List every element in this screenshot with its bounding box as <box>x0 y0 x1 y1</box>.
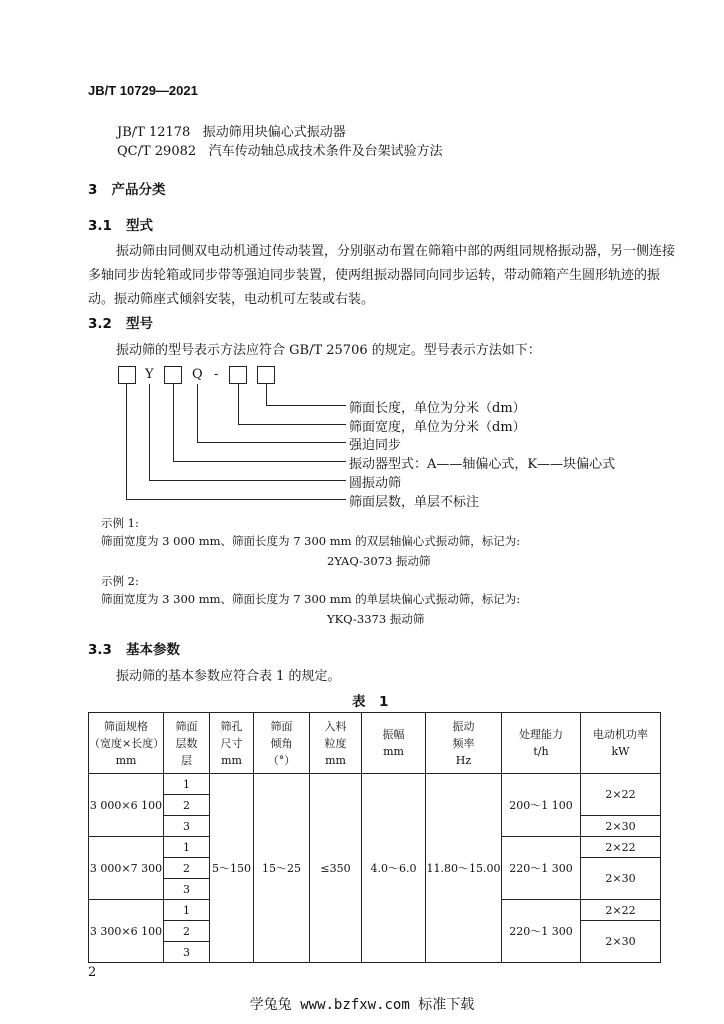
example-1-text: 筛面宽度为 3 000 mm、筛面长度为 7 300 mm 的双层轴偏心式振动筛，标记为: <box>101 534 521 548</box>
diagram-label-length: 筛面长度，单位为分米（dm） <box>349 401 526 416</box>
cell-layer: 3 <box>164 942 210 963</box>
header-motor-power: 电动机功率 kW <box>581 713 661 774</box>
cell-feed-size: ≤350 <box>310 774 362 963</box>
cell-spec: 3 000×7 300 <box>89 837 164 900</box>
cell-layer: 3 <box>164 816 210 837</box>
cell-frequency: 11.80～15.00 <box>426 774 502 963</box>
cell-power: 2×22 <box>581 900 661 921</box>
table-1-caption: 表 1 <box>352 694 389 710</box>
diagram-label-sync: 强迫同步 <box>349 438 402 453</box>
example-2-text: 筛面宽度为 3 300 mm、筛面长度为 7 300 mm 的单层块偏心式振动筛，标记为: <box>101 592 521 606</box>
paragraph-line: 振动筛由同侧双电动机通过传动装置，分别驱动布置在筛箱中部的两组同规格振动器，另一侧连接 <box>116 244 676 259</box>
page-number: 2 <box>88 965 97 980</box>
table-row <box>89 774 661 795</box>
diagram-label-width: 筛面宽度，单位为分米（dm） <box>349 420 526 435</box>
cell-layer: 2 <box>164 795 210 816</box>
cell-power: 2×30 <box>581 921 661 963</box>
section-number: 3.3 <box>88 642 112 658</box>
section-title: 型式 <box>126 218 154 234</box>
paragraph-line: 多轴同步齿轮箱或同步带等强迫同步装置，使两组振动器同向同步运转，带动筛箱产生圆形轨迹的振 <box>88 268 661 283</box>
code-box-width <box>229 366 247 384</box>
example-2-title: 示例 2: <box>101 574 139 588</box>
section-number: 3 <box>88 182 98 198</box>
reference-code: QC/T 29082 <box>117 144 197 159</box>
cell-amplitude: 4.0～6.0 <box>362 774 426 963</box>
header-angle: 筛面 倾角 （°） <box>254 713 310 774</box>
section-number: 3.2 <box>88 316 112 332</box>
leader-line <box>126 384 127 499</box>
section-3-3-heading <box>88 638 180 658</box>
cell-layer: 1 <box>164 774 210 795</box>
code-box-vibrator <box>164 366 182 384</box>
leader-line <box>149 384 150 480</box>
reference-code: JB/T 12178 <box>117 125 191 140</box>
cell-layer: 1 <box>164 900 210 921</box>
leader-line <box>238 424 346 425</box>
section-title: 产品分类 <box>111 182 166 198</box>
example-2-mark: YKQ-3373 振动筛 <box>327 612 425 626</box>
section-3-2-heading <box>88 312 153 332</box>
doc-code-header: JB/T 10729—2021 <box>88 83 198 98</box>
leader-line <box>173 384 174 461</box>
cell-angle: 15～25 <box>254 774 310 963</box>
section-title: 基本参数 <box>126 642 181 658</box>
parameter-table <box>88 712 661 963</box>
diagram-label-vibrator: 振动器型式：A——轴偏心式，K——块偏心式 <box>349 457 616 472</box>
code-char-q: Q <box>192 367 203 382</box>
watermark-footer: 学兔兔 www.bzfxw.com 标准下载 <box>249 997 475 1013</box>
header-frequency: 振动 频率 Hz <box>426 713 502 774</box>
leader-line <box>238 384 239 424</box>
cell-layer: 1 <box>164 837 210 858</box>
cell-spec: 3 000×6 100 <box>89 774 164 837</box>
leader-line <box>197 442 346 443</box>
cell-power: 2×30 <box>581 816 661 837</box>
cell-hole-size: 5～150 <box>210 774 254 963</box>
code-char-dash: - <box>214 367 219 382</box>
cell-power: 2×22 <box>581 837 661 858</box>
leader-line <box>197 384 198 442</box>
header-capacity: 处理能力 t/h <box>502 713 581 774</box>
section-3-1-heading <box>88 214 153 234</box>
cell-capacity: 220～1 300 <box>502 837 581 900</box>
leader-line <box>173 461 346 462</box>
header-layers: 筛面 层数 层 <box>164 713 210 774</box>
reference-title: 振动筛用块偏心式振动器 <box>202 125 346 140</box>
section-title: 型号 <box>126 316 154 332</box>
example-1-title: 示例 1: <box>101 516 139 530</box>
cell-power: 2×30 <box>581 858 661 900</box>
cell-spec: 3 300×6 100 <box>89 900 164 963</box>
diagram-label-layers: 筛面层数，单层不标注 <box>349 495 480 510</box>
cell-layer: 2 <box>164 921 210 942</box>
header-amplitude: 振幅 mm <box>362 713 426 774</box>
header-spec: 筛面规格 （宽度×长度） mm <box>89 713 164 774</box>
code-box-layers <box>118 366 136 384</box>
header-feed-size: 入料 粒度 mm <box>310 713 362 774</box>
reference-title: 汽车传动轴总成技术条件及台架试验方法 <box>208 144 443 159</box>
leader-line <box>266 384 267 405</box>
table-header-row <box>89 713 661 774</box>
cell-power: 2×22 <box>581 774 661 816</box>
code-char-y: Y <box>145 367 154 382</box>
section-3-2-intro: 振动筛的型号表示方法应符合 GB/T 25706 的规定。型号表示方法如下： <box>116 343 541 358</box>
section-3-3-intro: 振动筛的基本参数应符合表 1 的规定。 <box>116 669 341 684</box>
reference-item <box>117 140 443 159</box>
cell-capacity: 200～1 100 <box>502 774 581 837</box>
cell-layer: 2 <box>164 858 210 879</box>
section-number: 3.1 <box>88 218 112 234</box>
leader-line <box>149 480 346 481</box>
header-hole-size: 筛孔 尺寸 mm <box>210 713 254 774</box>
paragraph-line: 动。振动筛座式倾斜安装，电动机可左装或右装。 <box>88 292 375 307</box>
section-3-1-paragraph <box>88 240 676 312</box>
code-box-length <box>257 366 275 384</box>
reference-item <box>117 121 346 140</box>
diagram-label-circular: 圆振动筛 <box>349 476 402 491</box>
leader-line <box>266 405 346 406</box>
section-3-heading <box>88 178 166 198</box>
cell-layer: 3 <box>164 879 210 900</box>
example-1-mark: 2YAQ-3073 振动筛 <box>327 554 431 568</box>
cell-capacity: 220～1 300 <box>502 900 581 963</box>
leader-line <box>126 499 346 500</box>
